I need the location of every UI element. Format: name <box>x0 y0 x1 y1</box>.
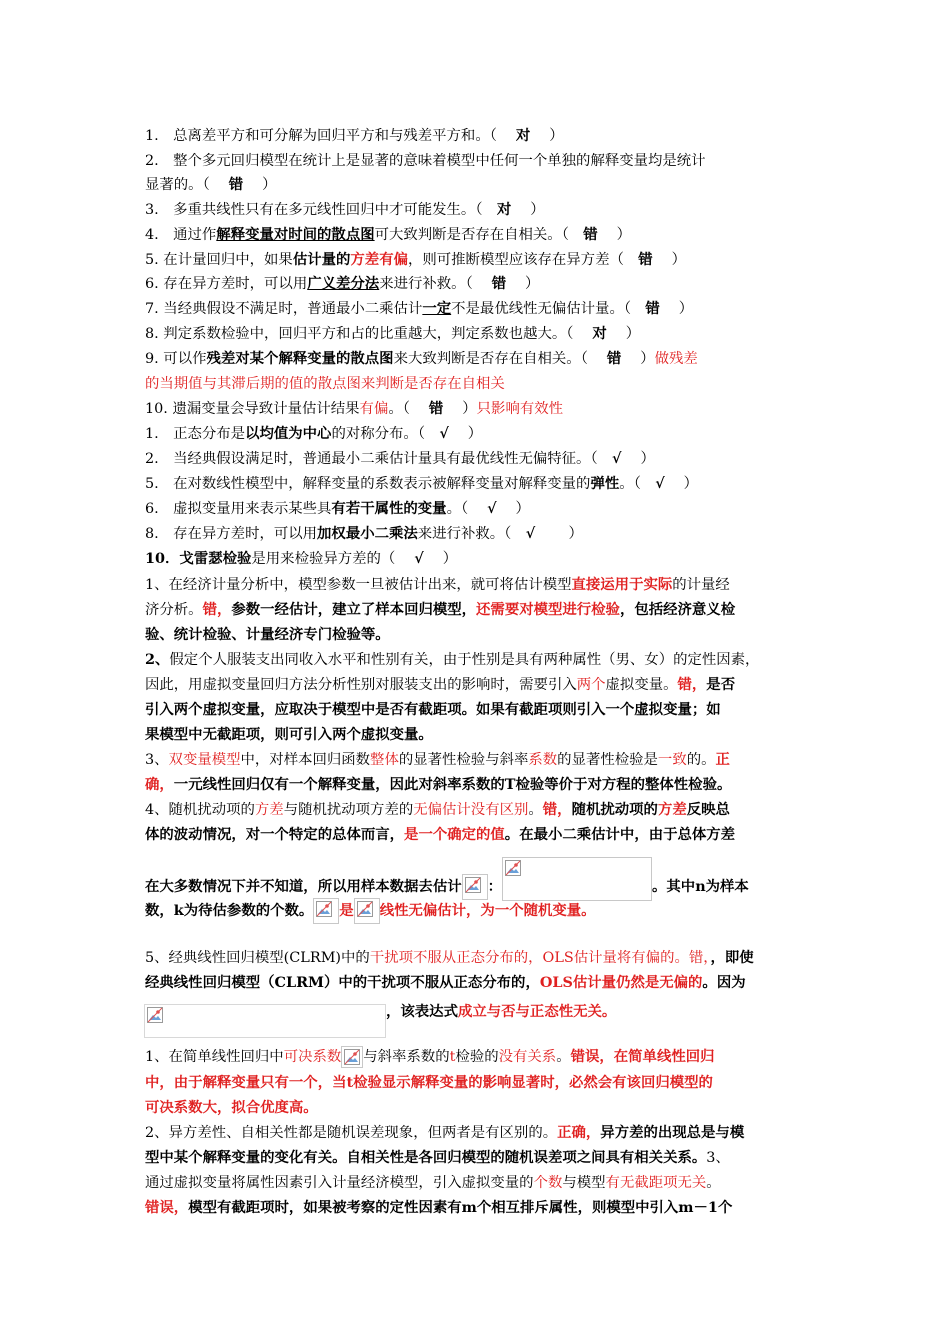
text-segment: 3. 多重共线性只有在多元线性回归中才可能发生。（ <box>145 202 497 218</box>
text-segment: 系数 <box>528 752 558 768</box>
statement-line <box>145 272 539 296</box>
para7-text: 通过虚拟变量将属性因素引入计量经济模型，引入虚拟变量的 <box>145 1175 534 1191</box>
statement-line <box>145 773 731 797</box>
text-segment: 错， <box>542 801 572 818</box>
para6-text: 没有关系 <box>498 1049 557 1065</box>
text-segment: 2. 整个多元回归模型在统计上是显著的意味着模型中任何一个单独的解释变量均是统计 <box>145 153 706 169</box>
statement-line <box>145 322 640 346</box>
para7-text: 2、异方差性、自相关性都是随机误差现象，但两者是有区别的。 <box>145 1125 558 1141</box>
text-segment: 反映总 <box>686 801 730 818</box>
para7-text: 异方差的出现总是与模 <box>600 1124 745 1141</box>
statement-line <box>145 823 735 847</box>
statement-line <box>145 347 698 371</box>
text-segment: 8. 存在异方差时，可以用 <box>145 526 318 542</box>
para6-text: 可决系数大，拟合优度高。 <box>145 1099 318 1116</box>
para5-text: 成立与否与正态性无关。 <box>457 1003 617 1020</box>
statement-line <box>145 673 735 697</box>
text-segment: 解释变量对时间的散点图 <box>216 226 375 243</box>
text-segment: 。（ <box>388 401 429 417</box>
para4-text: 是 <box>339 902 354 919</box>
text-segment: 做残差 <box>654 351 698 367</box>
formula-image <box>462 874 488 900</box>
text-segment: 有若干属性的变量 <box>331 500 447 517</box>
para5-line3 <box>386 1000 616 1024</box>
text-segment: 广义差分法 <box>307 275 380 292</box>
text-segment: 对 <box>515 127 531 144</box>
text-segment: ） <box>423 551 458 567</box>
text-segment: 还需要对模型进行检验 <box>476 601 620 618</box>
text-segment: 以均值为中心 <box>245 425 332 442</box>
text-segment: 方差 <box>657 801 687 818</box>
para4-text: 线性无偏估计，为一个随机变量。 <box>379 902 596 919</box>
broken-image-icon <box>357 901 373 917</box>
text-segment: 只影响有效性 <box>476 401 564 417</box>
para4-text: 。其中n为样本 <box>652 878 749 895</box>
text-segment: 9. 可以作 <box>145 351 207 367</box>
text-segment: 5. 在计量回归中，如果 <box>145 252 293 268</box>
para6-text: 检验的 <box>455 1049 499 1065</box>
text-segment: 是一个确定的值 <box>404 826 505 843</box>
text-segment: 错 <box>491 275 507 292</box>
text-segment: ） <box>535 526 583 542</box>
text-segment: √ <box>414 550 424 567</box>
text-segment: 。（ <box>446 501 488 517</box>
text-segment: ） <box>448 426 483 442</box>
para4-line6 <box>145 898 596 924</box>
statement-line <box>145 598 735 622</box>
text-segment: 引入两个虚拟变量，应取决于模型中是否有截距项。如果有截距项则引入一个虚拟变量；如 <box>145 701 721 718</box>
text-segment: 8. 判定系数检验中，回归平方和占的比重越大，判定系数也越大。（ <box>145 326 593 342</box>
text-segment: 估计量的 <box>292 251 351 268</box>
para5-text: OLS估计量仍然是无偏的 <box>539 974 703 991</box>
para5-text: ，该表达式 <box>386 1003 458 1020</box>
text-segment: 1. 正态分布是 <box>145 426 246 442</box>
para7-line4 <box>145 1196 732 1220</box>
text-segment: 2、 <box>145 651 170 668</box>
text-segment: 2. 当经典假设满足时，普通最小二乘估计量具有最优线性无偏特征。（ <box>145 451 613 467</box>
para7-line3 <box>145 1171 721 1195</box>
text-segment: 一致 <box>657 752 687 768</box>
para7-text: 型中某个解释变量的变化有关。自相关性是各回归模型的随机误差项之间具有相关关系。 <box>145 1149 707 1166</box>
statement-line <box>145 297 693 321</box>
text-segment: 假定个人服装支出同收入水平和性别有关，由于性别是具有两种属性（男、女）的定性因素， <box>169 652 760 668</box>
text-segment: 无偏估计没有区别 <box>413 802 529 818</box>
text-segment: 整体 <box>370 752 399 768</box>
text-segment: 是用来检验异方差的（ <box>251 551 415 567</box>
text-segment: 错 <box>638 251 653 268</box>
para7-text: 错误， <box>145 1199 189 1216</box>
text-segment: 3、 <box>145 752 169 768</box>
text-segment: √ <box>525 525 536 542</box>
para6-line3 <box>145 1096 318 1120</box>
text-segment: 因此，用虚拟变量回归方法分析性别对服装支出的影响时，需要引入 <box>145 677 577 693</box>
text-segment: 错， <box>202 601 232 618</box>
statement-line <box>145 422 482 446</box>
statement-line <box>145 149 706 173</box>
text-segment: 。（ <box>619 476 656 492</box>
text-segment: 随机扰动项的 <box>571 801 658 818</box>
statement-line <box>145 124 564 148</box>
para7-text: 正确， <box>557 1124 601 1141</box>
text-segment: √ <box>487 500 497 517</box>
text-segment: 有偏 <box>359 401 389 417</box>
text-segment: 的当期值与其滞后期的值的散点图来判断是否存在自相关 <box>145 376 505 392</box>
para7-line2 <box>145 1146 730 1170</box>
text-segment: 错， <box>677 676 707 693</box>
formula-image <box>354 898 380 924</box>
text-segment: 体的波动情况，对一个特定的总体而言， <box>145 826 405 843</box>
text-segment: ） <box>597 227 632 243</box>
text-segment: 7. 当经典假设不满足时，普通最小二乘估计 <box>145 301 423 317</box>
statement-line <box>145 573 730 597</box>
text-segment: 一定 <box>422 300 452 317</box>
statement-line <box>145 748 730 772</box>
text-segment: 显著的。（ <box>145 177 229 193</box>
text-segment: ，包括经济意义检 <box>619 601 736 618</box>
text-segment: 错 <box>645 300 660 317</box>
text-segment: 错 <box>428 400 444 417</box>
broken-image-icon <box>465 877 481 893</box>
para5-text: ，即使 <box>710 949 754 966</box>
text-segment: 6. 虚拟变量用来表示某些具 <box>145 501 332 517</box>
para7-text: 模型有截距项时，如果被考察的定性因素有m个相互排斥属性，则模型中引入m－1个 <box>188 1199 733 1216</box>
text-segment: 10. 遗漏变量会导致计量估计结果 <box>145 401 360 417</box>
statement-line <box>145 798 730 822</box>
text-segment: ） <box>530 128 564 144</box>
text-segment: √ <box>655 475 665 492</box>
text-segment: 错 <box>606 350 622 367</box>
para5-line1 <box>145 946 754 970</box>
statement-line <box>145 522 583 546</box>
text-segment: ） <box>664 476 699 492</box>
para6-text: 中，由于解释变量只有一个， <box>145 1074 333 1091</box>
text-segment: 加权最小二乘法 <box>317 525 418 542</box>
text-segment: ） <box>621 351 655 367</box>
text-segment: ，则可推断模型应该存在异方差（ <box>407 252 639 268</box>
text-segment: ） <box>652 252 687 268</box>
para7-text: 有无截距项无关 <box>605 1175 707 1191</box>
text-segment: 不是最优线性无偏估计量。（ <box>451 301 646 317</box>
text-segment: 残差对某个解释变量的散点图 <box>206 350 394 367</box>
text-segment: 果模型中无截距项，则可引入两个虚拟变量。 <box>145 726 433 743</box>
statement-line <box>145 723 433 747</box>
text-segment: 是否 <box>706 676 736 693</box>
text-segment: 1. 总离差平方和可分解为回归平方和与残差平方和。（ <box>145 128 516 144</box>
text-segment: 6. 存在异方差时，可以用 <box>145 276 308 292</box>
para6-line1 <box>145 1045 715 1069</box>
broken-image-icon <box>316 901 332 917</box>
para4-line5 <box>145 857 749 901</box>
para6-text: t <box>449 1049 456 1065</box>
para6-text: 与斜率系数的 <box>363 1049 450 1065</box>
broken-image-icon <box>147 1007 163 1023</box>
text-segment: 1、在经济计量分析中，模型参数一旦被估计出来，就可将估计模型 <box>145 577 572 593</box>
text-segment: 来进行补救。（ <box>417 526 526 542</box>
statement-line <box>145 497 530 521</box>
text-segment: 两个 <box>576 677 606 693</box>
text-segment: 。在最小二乘估计中，由于总体方差 <box>504 826 736 843</box>
text-segment: 方差有偏 <box>350 251 408 268</box>
text-segment: 的。 <box>686 752 716 768</box>
para6-text: 当t检验显示解释变量的影响显著时，必然会有该回归模型的 <box>332 1074 713 1091</box>
text-segment: ） <box>243 177 277 193</box>
statement-line <box>145 372 505 396</box>
text-segment: 与随机扰动项方差的 <box>283 802 414 818</box>
formula-image <box>341 1046 363 1068</box>
text-segment: 错 <box>228 176 244 193</box>
para6-text: 。 <box>556 1049 571 1065</box>
para7-text: 3、 <box>706 1150 730 1166</box>
statement-line <box>145 198 545 222</box>
statement-line <box>145 472 698 496</box>
formula-image-wide <box>144 1004 386 1038</box>
broken-image-icon <box>344 1049 360 1065</box>
para5-text: 5、经典线性回归模型(CLRM)中的 <box>145 950 370 966</box>
statement-line <box>145 547 457 571</box>
text-segment: 5. 在对数线性模型中，解释变量的系数表示被解释变量对解释变量的 <box>145 476 591 492</box>
text-segment: 弹性 <box>590 475 620 492</box>
para4-colon: ： <box>487 878 503 895</box>
text-segment: ） <box>506 276 540 292</box>
formula-image-wide <box>502 857 652 901</box>
statement-line <box>145 698 721 722</box>
text-segment: 的显著性检验是 <box>557 752 658 768</box>
para6-text: 可决系数 <box>283 1049 342 1065</box>
para5-text: 。错， <box>674 950 711 966</box>
para7-text: 。 <box>706 1175 721 1191</box>
text-segment: 济分析。 <box>145 602 203 618</box>
text-segment: 直接运用于实际 <box>571 576 673 593</box>
text-segment: 戈雷瑟检验 <box>179 550 252 567</box>
para4-text: 数，k为待估参数的个数。 <box>145 902 314 919</box>
para5-text: 干扰项不服从正态分布的，OLS估计量将有偏的 <box>369 950 675 966</box>
statement-line <box>145 447 655 471</box>
text-segment: 的对称分布。（ <box>331 426 440 442</box>
text-segment: 正 <box>715 751 730 768</box>
text-segment: 来进行补救。（ <box>379 276 492 292</box>
text-segment: 4. 通过作 <box>145 227 217 243</box>
statement-line <box>145 223 631 247</box>
text-segment: 4、随机扰动项的 <box>145 802 255 818</box>
text-segment: 参数一经估计，建立了样本回归模型， <box>231 601 477 618</box>
text-segment: 双变量模型 <box>168 752 241 768</box>
para6-text: 错误，在简单线性回归 <box>570 1048 715 1065</box>
formula-image <box>313 898 339 924</box>
text-segment: 来大致判断是否存在自相关。（ <box>393 351 607 367</box>
text-segment: ） <box>511 202 545 218</box>
para5-line2 <box>145 971 746 995</box>
text-segment: 验、统计检验、计量经济专门检验等。 <box>145 626 390 643</box>
text-segment: 对 <box>592 325 607 342</box>
text-segment: √ <box>612 450 622 467</box>
text-segment: ） <box>659 301 694 317</box>
text-segment: ） <box>496 501 530 517</box>
broken-image-icon <box>505 860 521 876</box>
statement-line <box>145 248 686 272</box>
text-segment: 对 <box>496 201 512 218</box>
text-segment: 。 <box>528 802 543 818</box>
text-segment: 虚拟变量。 <box>605 677 678 693</box>
para6-text: 1、在简单线性回归中 <box>145 1049 284 1065</box>
text-segment: ） <box>443 401 477 417</box>
text-segment: 一元线性回归仅有一个解释变量，因此对斜率系数的T检验等价于对方程的整体性检验。 <box>173 776 732 793</box>
para7-text: 个数 <box>533 1175 563 1191</box>
para6-line2 <box>145 1071 713 1095</box>
para5-text: 。因为 <box>702 974 746 991</box>
para7-line1 <box>145 1121 744 1145</box>
text-segment: √ <box>439 425 449 442</box>
text-segment: 的显著性检验与斜率 <box>398 752 529 768</box>
para7-text: 与模型 <box>562 1175 606 1191</box>
text-segment: ） <box>621 451 655 467</box>
statement-line <box>145 173 276 197</box>
statement-line <box>145 623 390 647</box>
para5-text: 经典线性回归模型（CLRM）中的干扰项不服从正态分布的， <box>145 974 540 991</box>
text-segment: 10． <box>145 550 180 567</box>
text-segment: 错 <box>583 226 598 243</box>
text-segment: 的计量经 <box>672 577 730 593</box>
text-segment: 方差 <box>254 802 284 818</box>
text-segment: 中，对样本回归函数 <box>240 752 371 768</box>
text-segment: 确， <box>145 776 174 793</box>
statement-line <box>145 397 563 421</box>
statement-line <box>145 648 759 672</box>
para4-text: 在大多数情况下并不知道，所以用样本数据去估计 <box>145 878 462 895</box>
text-segment: 可大致判断是否存在自相关。（ <box>374 227 584 243</box>
text-segment: ） <box>606 326 641 342</box>
